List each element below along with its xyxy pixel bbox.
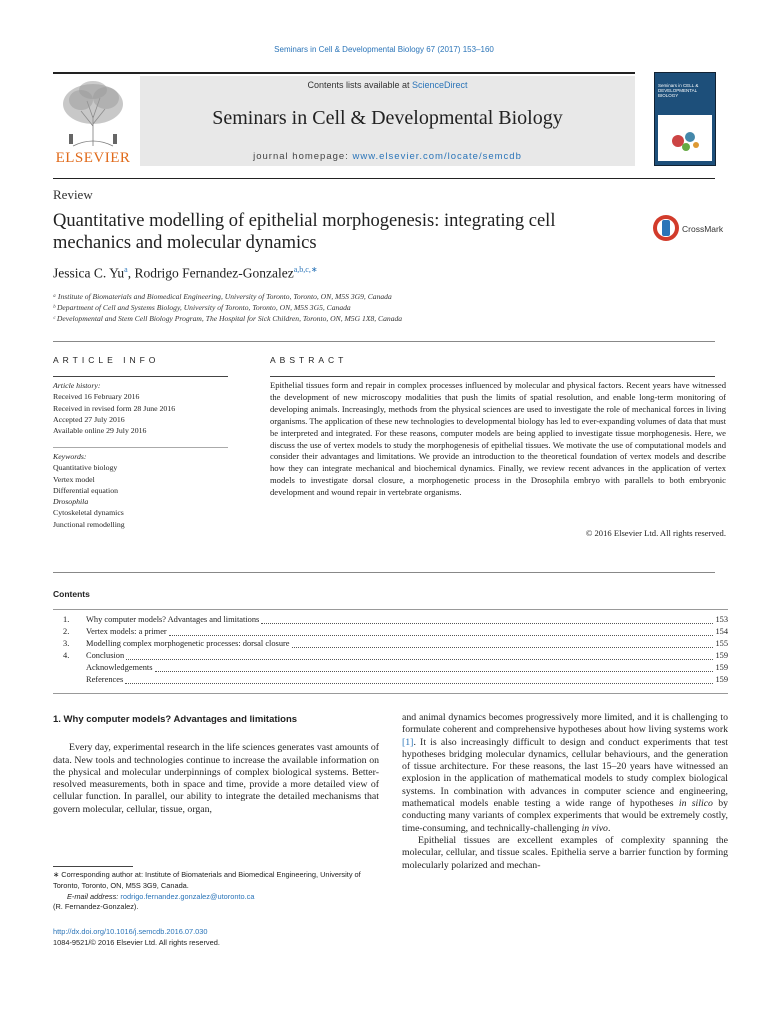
crossmark-label: CrossMark bbox=[682, 224, 724, 234]
toc-page-number[interactable]: 155 bbox=[715, 639, 728, 648]
affiliation-item: ᶜ Developmental and Stem Cell Biology Program, The Hospital for Sick Children, Toronto, ON, M5G 1X8, Canada bbox=[53, 314, 403, 323]
doi-link[interactable]: http://dx.doi.org/10.1016/j.semcdb.2016.07.030 bbox=[53, 927, 208, 936]
abstract-copyright: © 2016 Elsevier Ltd. All rights reserved. bbox=[585, 528, 726, 538]
crossmark-badge[interactable] bbox=[652, 213, 732, 243]
header-bottom-rule bbox=[53, 178, 715, 179]
toc-page-number[interactable]: 154 bbox=[715, 627, 728, 636]
author-name[interactable]: Rodrigo Fernandez-Gonzalez bbox=[134, 265, 294, 281]
keywords-rule bbox=[53, 447, 228, 448]
toc-leader bbox=[125, 671, 713, 684]
author-name[interactable]: Jessica C. Yu bbox=[53, 265, 125, 281]
toc-number: 4. bbox=[63, 651, 70, 660]
keyword-item: Drosophila bbox=[53, 497, 89, 507]
toc-number: 1. bbox=[63, 615, 70, 624]
keyword-item: Junctional remodelling bbox=[53, 519, 125, 529]
toc-number: 3. bbox=[63, 639, 70, 648]
cover-title: Seminars in CELL & DEVELOPMENTAL BIOLOGY bbox=[658, 83, 699, 98]
article-history: Article history: Received 16 February 2016 Received in revised form 28 June 2016 Accepted 27 July 2016 Available online 29 July 2016 bbox=[53, 380, 228, 436]
table-of-contents bbox=[53, 614, 728, 686]
article-title: Quantitative modelling of epithelial morphogenesis: integrating cell mechanics and molecular dynamics bbox=[53, 211, 556, 253]
history-item: Received in revised form 28 June 2016 bbox=[53, 403, 176, 413]
author-list: Jessica C. Yu$^a$, Rodrigo Fernandez-Gonzalez$^{a,b,c,∗}$ bbox=[53, 265, 318, 281]
abstract-text: Epithelial tissues form and repair in complex processes influenced by molecular and physical factors. Recent years have witnessed the development of new microscopy modalities that push the limits of spatial resolution, and enable long-term monitoring of developing animals. Increasingly, methods from the physical sciences are used to investigate the role of mechanical forces in living organisms. The application of these new technologies to developmental biology has led to ever-expanding volumes of data that must be interpreted and integrated. For these reasons, computer models are being applied to investigate tissue morphogenesis. Here, we discuss the use of vertex models to study the morphogenesis of epithelial tissues. We motivate the use of computational models and consider their advantages and limitations. We provide an introduction to the theoretical foundation of vertex models and describe how they can integrate mechanical and biochemical dynamics. Finally, we review recent advances in the application of vertex models to investigate dorsal closure, a morphogenetic process in the Drosophila embryo with parallels to both embryonic development and wound repair in vertebrate organisms. bbox=[270, 380, 726, 498]
footnote-rule bbox=[53, 866, 133, 867]
toc-title[interactable]: Why computer models? Advantages and limitations bbox=[86, 615, 260, 624]
history-item: Available online 29 July 2016 bbox=[53, 426, 147, 436]
toc-title[interactable]: Acknowledgements bbox=[86, 663, 153, 672]
history-item: Accepted 27 July 2016 bbox=[53, 414, 125, 424]
section-divider bbox=[53, 572, 715, 573]
body-column-left bbox=[53, 714, 379, 816]
corresponding-author-note: ∗ Corresponding author at: Institute of Biomaterials and Biomedical Engineering, University of Toronto, Toronto, ON, M5S 3G9, Canada. bbox=[53, 870, 361, 890]
article-type: Review bbox=[53, 187, 93, 202]
abstract-rule bbox=[270, 376, 715, 377]
toc-page-number[interactable]: 153 bbox=[715, 615, 728, 624]
contents-bottom-rule bbox=[53, 693, 728, 694]
corresponding-footnote: ∗ Corresponding author at: Institute of Biomaterials and Biomedical Engineering, University of Toronto, Toronto, ON, M5S 3G9, Canada. E-mail address: rodrigo.fernandez.gonzalez@utoronto.ca (R. Fernandez-Gonzalez). bbox=[53, 870, 383, 913]
toc-title[interactable]: References bbox=[86, 675, 124, 684]
article-info-rule bbox=[53, 376, 228, 377]
sciencedirect-link[interactable]: ScienceDirect bbox=[412, 80, 468, 90]
crossmark-icon bbox=[652, 213, 732, 243]
journal-homepage-line: journal homepage: www.elsevier.com/locate/semcdb bbox=[253, 151, 522, 162]
contents-heading: Contents bbox=[53, 589, 90, 599]
toc-title[interactable]: Modelling complex morphogenetic processes: dorsal closure bbox=[86, 639, 290, 648]
toc-page-number[interactable]: 159 bbox=[715, 663, 728, 672]
body-paragraph: Every day, experimental research in the life sciences generates vast amounts of data. New tools and technologies continue to increase the available information on the physical and molecular underpinnings of complex biological systems. Better-resolved measurements, both in space and time, provide a more detailed view of cellular function. In parallel, our ability to integrate the detailed mechanisms that govern molecular, cellular, tissue, organ, bbox=[53, 742, 379, 815]
toc-title[interactable]: Conclusion bbox=[86, 651, 125, 660]
keyword-item: Quantitative biology bbox=[53, 463, 118, 473]
body-column-right bbox=[402, 712, 728, 872]
toc-page-number[interactable]: 159 bbox=[715, 675, 728, 684]
section-heading: 1. Why computer models? Advantages and limitations bbox=[53, 714, 298, 725]
keywords-list: Keywords: Quantitative biology Vertex model Differential equation Drosophila Cytoskeletal dynamics Junctional remodelling bbox=[53, 451, 228, 530]
toc-title[interactable]: Vertex models: a primer bbox=[86, 627, 167, 636]
affiliations bbox=[53, 291, 402, 324]
affiliation-item: ᵃ Institute of Biomaterials and Biomedical Engineering, University of Toronto, Toronto, ON, M5S 3G9, Canada bbox=[53, 292, 392, 301]
elsevier-wordmark[interactable]: ELSEVIER bbox=[55, 150, 131, 166]
affiliation-item: ᵇ Department of Cell and Systems Biology, University of Toronto, Toronto, ON, M5S 3G5, Canada bbox=[53, 303, 351, 312]
keyword-item: Cytoskeletal dynamics bbox=[53, 508, 124, 518]
journal-title: Seminars in Cell & Developmental Biology bbox=[212, 107, 563, 129]
issn-line: 1084-9521/© 2016 Elsevier Ltd. All rights reserved. bbox=[53, 937, 220, 947]
body-paragraph: and animal dynamics becomes progressively more limited, and it is challenging to formulate coherent and comprehensive hypotheses about how living systems work [1]. It is also increasingly difficult to design and conduct experiments that test hypotheses bridging molecular dynamics, cellular behaviours, and the generation of tissue architecture. For these reasons, the last 15–20 years have witnessed an explosion in the application of mathematical models to study complex biological systems. In combination with advances in computer science and engineering, mathematical models enable testing a wide range of hypotheses in silico by conducting many variants of complex experiments that would be extremely costly, time-consuming, and technically-challenging in vivo. bbox=[402, 712, 728, 834]
journal-homepage-link[interactable]: www.elsevier.com/locate/semcdb bbox=[352, 151, 522, 162]
contents-top-rule bbox=[53, 609, 728, 610]
affiliation-marker[interactable]: a,b,c,∗ bbox=[293, 265, 318, 274]
cover-illustration-icon bbox=[658, 115, 712, 161]
email-link[interactable]: rodrigo.fernandez.gonzalez@utoronto.ca bbox=[120, 891, 255, 901]
contents-available-line: Contents lists available at ScienceDirect bbox=[307, 80, 468, 90]
keyword-item: Differential equation bbox=[53, 485, 119, 495]
article-info-heading: ARTICLE INFO bbox=[53, 355, 160, 365]
journal-reference[interactable]: Seminars in Cell & Developmental Biology 67 (2017) 153–160 bbox=[274, 45, 494, 54]
journal-cover-thumbnail[interactable] bbox=[654, 72, 716, 166]
keyword-item: Vertex model bbox=[53, 474, 95, 484]
header-rule bbox=[53, 72, 635, 74]
toc-number: 2. bbox=[63, 627, 70, 636]
abstract-heading: ABSTRACT bbox=[270, 355, 348, 365]
citation-link[interactable]: [1] bbox=[402, 736, 414, 748]
affiliation-marker[interactable]: a bbox=[124, 265, 128, 274]
cover-image bbox=[658, 115, 712, 161]
toc-page-number[interactable]: 159 bbox=[715, 651, 728, 660]
toc-entry[interactable] bbox=[53, 674, 728, 686]
body-paragraph: Epithelial tissues are excellent examples of complexity spanning the molecular, cellular, and tissue scales. Epithelia serve a barrier function by forming molecularly polarized and mechan- bbox=[402, 834, 728, 871]
history-item: Received 16 February 2016 bbox=[53, 392, 140, 402]
section-divider bbox=[53, 341, 715, 342]
doi-block bbox=[53, 927, 220, 949]
